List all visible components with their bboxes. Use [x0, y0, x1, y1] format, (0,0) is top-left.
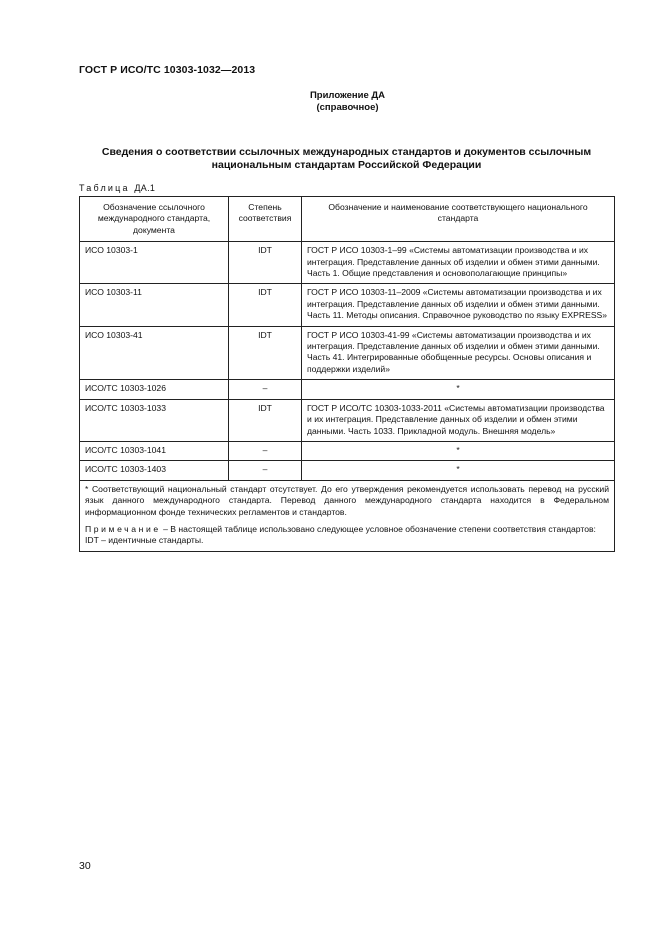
cell-reference: ИСО/ТС 10303-1033	[80, 399, 229, 441]
cell-reference: ИСО/ТС 10303-1026	[80, 380, 229, 399]
note	[85, 524, 609, 535]
table-footer-row	[80, 480, 615, 551]
cell-reference: ИСО/ТС 10303-1041	[80, 441, 229, 460]
cell-national: ГОСТ Р ИСО/ТС 10303-1033-2011 «Системы автоматизации производства и их интеграция. Представление данных об изделии и обмен этими данными. Часть 1033. Прикладной модуль. Внешняя модель»	[302, 399, 615, 441]
cell-national: ГОСТ Р ИСО 10303-1–99 «Системы автоматизации производства и их интеграция. Представление данных об изделии и обмен этими данными. Часть 1. Общие представления и основополагающие принципы»	[302, 242, 615, 284]
appendix-subtitle: (справочное)	[316, 102, 379, 113]
column-header-degree: Степень соответствия	[229, 197, 302, 242]
column-header-reference: Обозначение ссылочного международного стандарта, документа	[80, 197, 229, 242]
cell-degree: IDT	[229, 242, 302, 284]
column-header-national: Обозначение и наименование соответствующего национального стандарта	[302, 197, 615, 242]
cell-reference: ИСО 10303-41	[80, 326, 229, 380]
table-row	[80, 284, 615, 326]
appendix-heading	[0, 90, 661, 114]
document-code: ГОСТ Р ИСО/ТС 10303-1032—2013	[79, 64, 256, 76]
cell-degree: –	[229, 441, 302, 460]
cell-national: ГОСТ Р ИСО 10303-41-99 «Системы автоматизации производства и их интеграция. Представление данных об изделии и обмен этими данными. Часть 41. Интегрированные обобщенные ресурсы. Основы описания и поддержки изделий»	[302, 326, 615, 380]
note-legend: IDT – идентичные стандарты.	[85, 535, 204, 546]
table-label-number: ДА.1	[134, 183, 156, 193]
table-row	[80, 399, 615, 441]
note-label: Примечание	[85, 523, 161, 534]
table-row	[80, 380, 615, 399]
cell-degree: –	[229, 380, 302, 399]
cell-national: ГОСТ Р ИСО 10303-11–2009 «Системы автоматизации производства и их интеграция. Представление данных об изделии и обмен этими данными. Часть 11. Методы описания. Справочное руководство по языку EXPRESS»	[302, 284, 615, 326]
table-row	[80, 242, 615, 284]
cell-national: *	[302, 441, 615, 460]
table-row	[80, 461, 615, 480]
cell-degree: IDT	[229, 326, 302, 380]
table-row	[80, 441, 615, 460]
appendix-title: Приложение ДА	[309, 90, 386, 101]
table-row	[80, 326, 615, 380]
correspondence-table	[79, 196, 615, 552]
section-title-line-2: национальным стандартам Российской Федерации	[211, 159, 482, 171]
table-footer	[80, 480, 615, 551]
note-text: – В настоящей таблице использовано следующее условное обозначение степени соответствия стандартов:	[163, 523, 596, 534]
cell-degree: IDT	[229, 399, 302, 441]
cell-reference: ИСО 10303-1	[80, 242, 229, 284]
cell-reference: ИСО/ТС 10303-1403	[80, 461, 229, 480]
cell-national: *	[302, 461, 615, 480]
table-header-row	[80, 197, 615, 242]
section-title-line-1: Сведения о соответствии ссылочных международных стандартов и документов ссылочным	[101, 146, 592, 158]
cell-degree: –	[229, 461, 302, 480]
page-number: 30	[79, 860, 91, 872]
section-title	[79, 146, 614, 172]
cell-national: *	[302, 380, 615, 399]
table-label-word: Таблица	[79, 183, 130, 193]
table-label	[79, 183, 155, 193]
cell-reference: ИСО 10303-11	[80, 284, 229, 326]
cell-degree: IDT	[229, 284, 302, 326]
footnote: * Соответствующий национальный стандарт отсутствует. До его утверждения рекомендуется использовать перевод на русский язык данного международного стандарта. Перевод данного международного стандарта находится в Федеральном информационном фонде технических регламентов и стандартов.	[85, 483, 609, 517]
